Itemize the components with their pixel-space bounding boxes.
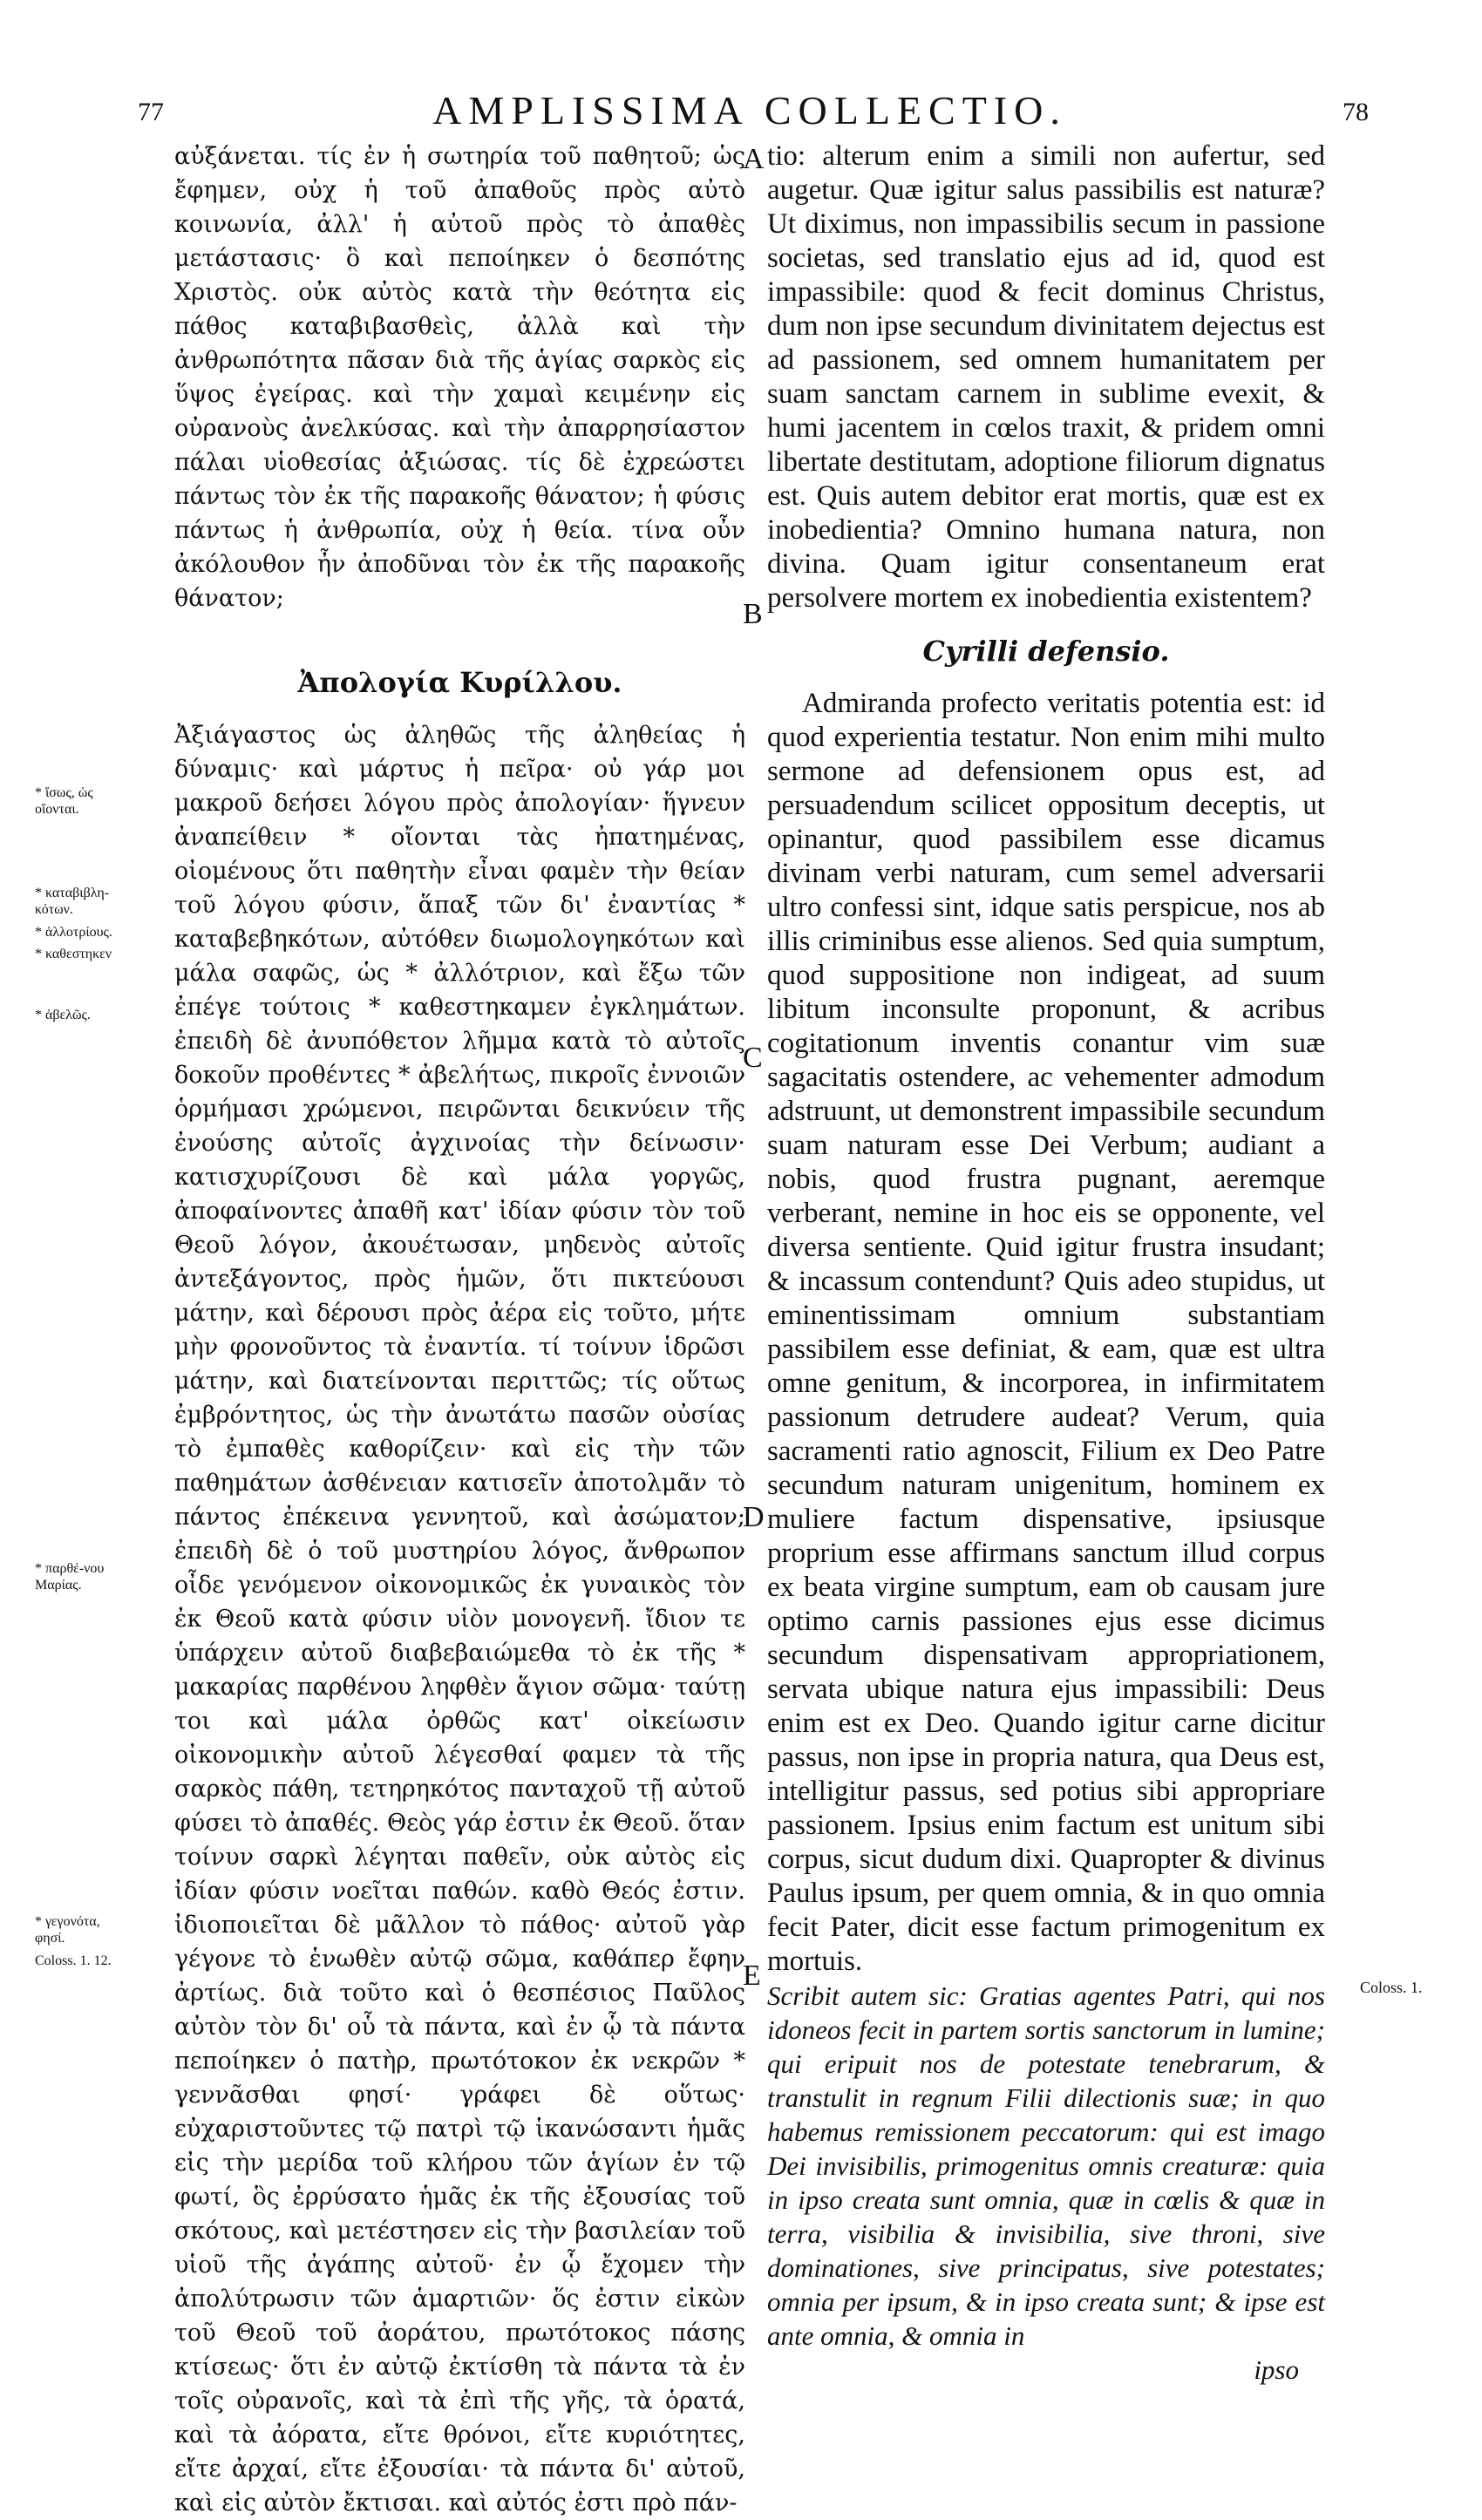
page-header [131,87,1369,141]
latin-opening-text: tio: alterum enim a simili non aufertur, sed augetur. Quæ igitur salus passibilis est naturæ? Ut diximus, non impassibilis secum in passione societas, sed translatio ejus ad id, quod est impassibile: quod & fecit dominus Christus, dum non ipse secundum divinitatem dejectus est ad passionem, sed omnem humanitatem per suam sanctam carnem in sublime evexit, & humi jacentem in cœlos traxit, & pridem omni libertate destitutam, adoptione filiorum dignatus est. Quis autem debitor erat mortis, quæ est ex inobedientia? Omnino humana natura, non divina. Quam igitur consentaneum erat persolvere mortem ex inobedientia existentem? [767,140,1325,614]
margin-letter-b: B [743,598,763,630]
margin-letter-a: A [743,143,765,175]
margin-note: * παρθέ-νου Μαρίας. [35,1561,105,1593]
margin-note: * καθεστηκεν [35,947,112,961]
greek-section-heading: Ἀπολογία Κυρίλλου. [297,666,622,699]
margin-note-right: Coloss. 1. [1360,1979,1423,1996]
latin-defense-text: Admiranda profecto veritatis potentia est: id quod experientia testatur. Non enim mihi multo sermone ad defensionem opus est, ad persuadendum scilicet oppositum deceptis, ut opinantur, quod passibilem esse dicamus divinam verbi naturam, cum semel adversarii ultro confessi sint, idque satis perspicue, nos ab illis criminibus esse alienos. Sed quia sumptum, quod suppositione non indigeat, ad suum libitum inconsulte proponunt, & acribus cogitationum inventis conantur vim suæ sagacitatis ostendere, ac vehementer admodum adstruunt, ut demonstrent impassibile secundum suam naturam esse Dei Verbum; audiant a nobis, quod frustra pugnant, aeremque verberant, nemine in hoc eis se opponente, vel diversa sentiente. Quid igitur frustra insudant; & incassum contendunt? Quis adeo stupidus, ut eminentissimam omnium substantiam passibilem esse definiat, & eam, quæ est ultra omne genitum, & incorporea, in infirmitatem passionum detrudere audeat? Verum, quia sacramenti ratio agnoscit, Filium ex Deo Patre secundum naturam unigenitum, hominem ex muliere factum dispensative, ipsiusque proprium esse affirmans sanctum illud corpus ex beata virgine sumptum, eam ob causam jure optimo carnis passiones ejus esse dicimus secundum dispensativam appropriationem, servata ubique natura ejus impassibili: Deus enim est ex Deo. Quando igitur carne dicitur passus, non ipse in propria natura, qua Deus est, intelligitur passus, sed potius sibi appropriare passionem. Ipsius enim factum est unitum sibi corpus, sicut dudum dixi. Quapropter & divinus Paulus ipsum, per quem omnia, & in quo omnia fecit Pater, dicit esse factum primogenitum ex mortuis. [767,688,1325,1977]
greek-opening-text: αὐξάνεται. τίς ἐν ἡ σωτηρία τοῦ παθητοῦ; ὡς ἔφημεν, οὐχ ἡ τοῦ ἀπαθοῦς πρὸς αὐτὸ κοινωνία, ἀλλ' ἡ αὐτοῦ πρὸς τὸ ἀπαθὲς μετάστασις· ὃ καὶ πεποίηκεν ὁ δεσπότης Χριστὸς. οὐκ αὐτὸς κατὰ τὴν θεότητα εἰς πάθος καταβιβασθεὶς, ἀλλὰ καὶ τὴν ἀνθρωπότητα πᾶσαν διὰ τῆς ἁγίας σαρκὸς εἰς ὕψος ἐγείρας. καὶ τὴν χαμαὶ κειμένην εἰς οὐρανοὺς ἀνελκύσας. καὶ τὴν ἀπαρρησίαστον πάλαι υἱοθεσίας ἀξιώσας. τίς δὲ ἐχρεώστει πάντως τὸν ἐκ τῆς παρακοῆς θάνατον; ἡ φύσις πάντως ἡ ἀνθρωπία, οὐχ ἡ θεία. τίνα οὖν ἀκόλουθον ἦν ἀποδῦναι τὸν ἐκ τῆς παρακοῆς θάνατον; [174,143,745,612]
margin-note: * ἀλλοτρίους. [35,925,112,940]
margin-letter-d: D [743,1501,765,1533]
latin-column [767,139,1325,2387]
margin-note: * καταβιβλη-κότων. [35,886,110,917]
margin-note: Coloss. 1. 12. [35,1953,112,1968]
margin-note: * ἀβελῶς. [35,1008,91,1022]
margin-note: * γεγονότα, φησί. [35,1914,100,1946]
latin-section-heading: Cyrilli defensio. [922,635,1170,668]
latin-scripture-text: Scribit autem sic: Gratias agentes Patri, qui nos idoneos fecit in partem sortis sanctorum in lumine; qui eripuit nos de potestate tenebrarum, & transtulit in regnum Filii dilectionis suæ; in quo habemus remissionem peccatorum: qui est imago Dei invisibilis, primogenitus omnis creaturæ: quia in ipso creata sunt omnia, quæ in cœlis & quæ in terra, visibilia & invisibilia, sive throni, sive dominationes, sive principatus, sive potestates; omnia per ipsum, & in ipso creata sunt; & ipse est ante omnia, & omnia in [767,1980,1325,2351]
catchword: ipso [1254,2354,1299,2385]
greek-column [174,139,745,2520]
running-title: AMPLISSIMA COLLECTIO. [432,88,1067,132]
margin-letter-e: E [743,1960,761,1992]
margin-letter-c: C [743,1042,763,1074]
margin-note: * ἴσως, ὡς οἴονται. [35,785,93,817]
greek-defense-text: Ἀξιάγαστος ὡς ἀληθῶς τῆς ἀληθείας ἡ δύναμις· καὶ μάρτυς ἡ πεῖρα· οὐ γάρ μοι μακροῦ δεήσει λόγου πρὸς ἀπολογίαν· ἥγνευν ἀναπείθειν * οἴονται τὰς ἠπατημένας, οἰομένους ὅτι παθητὴν εἶναι φαμὲν τὴν θείαν τοῦ λόγου φύσιν, ἅπαξ τῶν δι' ἐναντίας * καταβεβηκότων, αὐτόθεν διωμολογηκότων καὶ μάλα σαφῶς, ὡς * ἀλλότριον, καὶ ἔξω τῶν ἐπέγε τούτοις * καθεστηκαμεν ἐγκλημάτων. ἐπειδὴ δὲ ἀνυπόθετον λῆμμα κατὰ τὸ αὐτοῖς δοκοῦν προθέντες * ἀβελήτως, πικροῖς ἐννοιῶν ὁρμήμασι χρώμενοι, πειρῶνται δεικνύειν τῆς ἐνούσης αὐτοῖς ἀγχινοίας τὴν δείνωσιν· κατισχυρίζουσι δὲ καὶ μάλα γοργῶς, ἀποφαίνοντες ἀπαθῆ κατ' ἰδίαν φύσιν τὸν τοῦ Θεοῦ λόγον, ἀκουέτωσαν, μηδενὸς αὐτοῖς ἀντεξάγοντος, πρὸς ἡμῶν, ὅτι πικτεύουσι μάτην, καὶ δέρουσι πρὸς ἀέρα εἰς τοῦτο, μήτε μὴν φρονοῦντος τὰ ἐναντία. τί τοίνυν ἱδρῶσι μάτην, καὶ διατείνονται περιττῶς; τίς οὕτως ἐμβρόντητος, ὡς τὴν ἀνωτάτω πασῶν οὐσίας τὸ ἐμπαθὲς καθορίζειν· καὶ εἰς τὴν τῶν παθημάτων ἀσθένειαν κατισεῖν ἀποτολμᾶν τὸ πάντος ἐπέκεινα γεννητοῦ, καὶ ἀσώματον; ἐπειδὴ δὲ ὁ τοῦ μυστηρίου λόγος, ἄνθρωπον οἶδε γενόμενον οἰκονομικῶς ἐκ γυναικὸς τὸν ἐκ Θεοῦ κατὰ φύσιν υἱὸν μονογενῆ. ἴδιον τε ὑπάρχειν αὐτοῦ διαβεβαιώμεθα τὸ ἐκ τῆς * μακαρίας παρθένου ληφθὲν ἅγιον σῶμα· ταύτῃ τοι καὶ μάλα ὀρθῶς κατ' οἰκείωσιν οἰκονομικὴν αὐτοῦ λέγεσθαί φαμεν τὰ τῆς σαρκὸς πάθη, τετηρηκότος πανταχοῦ τῇ αὐτοῦ φύσει τὸ ἀπαθές. Θεὸς γάρ ἐστιν ἐκ Θεοῦ. ὅταν τοίνυν σαρκὶ λέγηται παθεῖν, οὐκ αὐτὸς εἰς ἰδίαν φύσιν νοεῖται παθών. καθὸ Θεός ἐστιν. ἰδιοποιεῖται δὲ μᾶλλον τὸ πάθος· αὐτοῦ γὰρ γέγονε τὸ ἑνωθὲν αὐτῷ σῶμα, καθάπερ ἔφην ἀρτίως. διὰ τοῦτο καὶ ὁ θεσπέσιος Παῦλος αὐτὸν τὸν δι' οὗ τὰ πάντα, καὶ ἐν ᾧ τὰ πάντα πεποίηκεν ὁ πατὴρ, πρωτότοκον ἐκ νεκρῶν * γεννᾶσθαι φησί· γράφει δὲ οὕτως· εὐχαριστοῦντες τῷ πατρὶ τῷ ἱκανώσαντι ἡμᾶς εἰς τὴν μερίδα τοῦ κλήρου τῶν ἁγίων ἐν τῷ φωτί, ὃς ἐρρύσατο ἡμᾶς ἐκ τῆς ἐξουσίας τοῦ σκότους, καὶ μετέστησεν εἰς τὴν βασιλείαν τοῦ υἱοῦ τῆς ἀγάπης αὐτοῦ· ἐν ᾧ ἔχομεν τὴν ἀπολύτρωσιν τῶν ἁμαρτιῶν· ὅς ἐστιν εἰκὼν τοῦ Θεοῦ τοῦ ἀοράτου, πρωτότοκος πάσης κτίσεως· ὅτι ἐν αὐτῷ ἐκτίσθη τὰ πάντα τὰ ἐν τοῖς οὐρανοῖς, καὶ τὰ ἐπὶ τῆς γῆς, τὰ ὁρατά, καὶ τὰ ἀόρατα, εἴτε θρόνοι, εἴτε κυριότητες, εἴτε ἀρχαί, εἴτε ἐξουσίαι· τὰ πάντα δι' αὐτοῦ, καὶ εἰς αὐτὸν ἔκτισαι. καὶ αὐτός ἐστι πρὸ πάν- [174,722,745,2517]
left-page-number: 77 [138,98,164,126]
right-page-number: 78 [1343,98,1369,126]
